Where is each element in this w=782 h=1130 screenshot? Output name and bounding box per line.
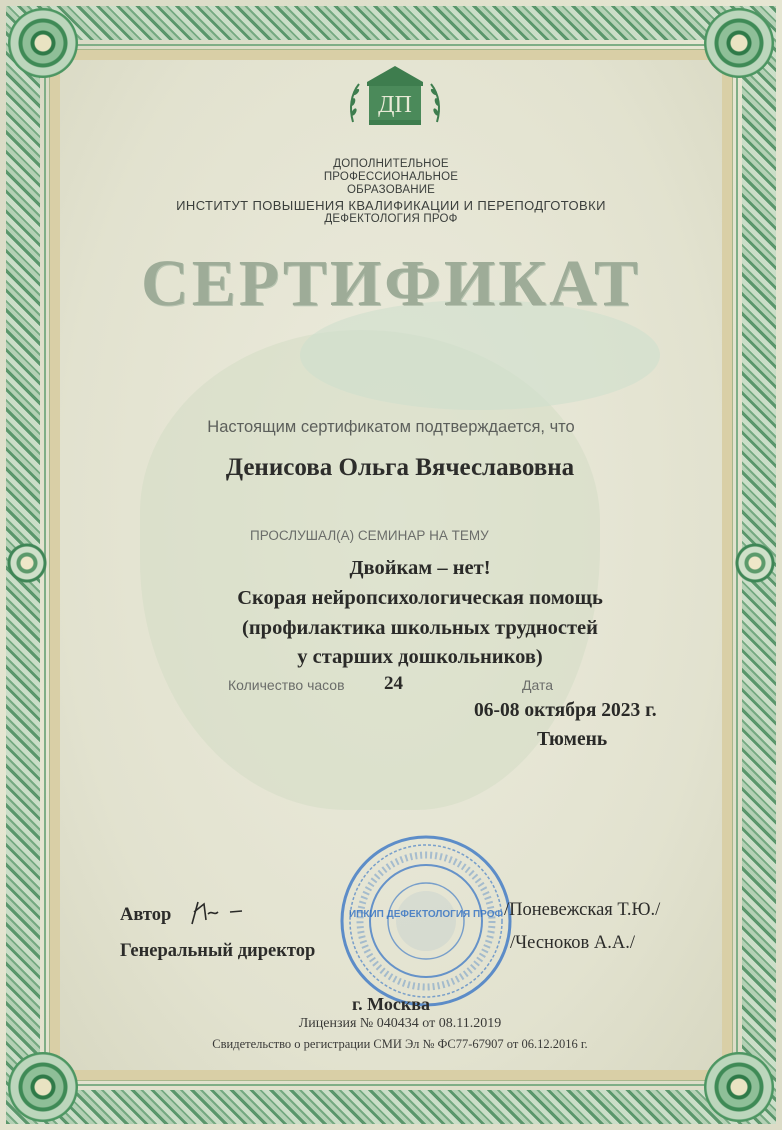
registration-line: Свидетельство о регистрации СМИ Эл № ФС77-67907 от 06.12.2016 г.	[212, 1037, 588, 1051]
official-stamp-icon	[338, 833, 514, 1009]
corner-rosette-icon	[8, 1052, 78, 1122]
corner-rosette-icon	[8, 8, 78, 78]
corner-rosette-icon	[704, 1052, 774, 1122]
director-name: /Чесноков А.А./	[510, 933, 635, 953]
institute-name: ИНСТИТУТ ПОВЫШЕНИЯ КВАЛИФИКАЦИИ И ПЕРЕПОДГОТОВКИ	[176, 198, 606, 213]
author-signature-icon	[188, 898, 248, 928]
recipient-name: Денисова Ольга Вячеславовна	[225, 454, 575, 481]
seminar-topic-line-4: у старших дошкольников)	[297, 646, 543, 668]
stamp-center-text: ИПКИП ДЕФЕКТОЛОГИЯ ПРОФ	[348, 909, 504, 920]
org-line-1: ДОПОЛНИТЕЛЬНОЕ	[333, 158, 449, 170]
attended-seminar-label: ПРОСЛУШАЛ(А) СЕМИНАР НА ТЕМУ	[250, 528, 489, 543]
date-label: Дата	[522, 677, 554, 693]
seminar-topic-line-2: Скорая нейропсихологическая помощь	[237, 587, 603, 609]
hours-value: 24	[384, 673, 403, 694]
director-label: Генеральный директор	[120, 941, 316, 961]
logo-letters: ДП	[378, 92, 412, 118]
certificate-title: СЕРТИФИКАТ	[141, 247, 641, 320]
seminar-topic-line-3: (профилактика школьных трудностей	[242, 617, 598, 639]
author-label: Автор	[120, 905, 172, 925]
corner-rosette-icon	[704, 8, 774, 78]
org-line-3: ОБРАЗОВАНИЕ	[346, 184, 436, 196]
author-name: /Поневежская Т.Ю./	[504, 900, 661, 920]
confirmation-text: Настоящим сертификатом подтверждается, что	[207, 418, 575, 436]
date-value: 06-08 октября 2023 г.	[474, 700, 657, 721]
event-city: Тюмень	[537, 729, 608, 750]
seminar-topic-line-1: Двойкам – нет!	[349, 557, 491, 579]
institute-brand: ДЕФЕКТОЛОГИЯ ПРОФ	[324, 213, 458, 225]
license-line: Лицензия № 040434 от 08.11.2019	[298, 1016, 502, 1031]
hours-label: Количество часов	[228, 677, 345, 693]
org-line-2: ПРОФЕССИОНАЛЬНОЕ	[323, 171, 459, 183]
issue-city: г. Москва	[352, 994, 430, 1014]
institute-logo-icon	[345, 62, 445, 134]
